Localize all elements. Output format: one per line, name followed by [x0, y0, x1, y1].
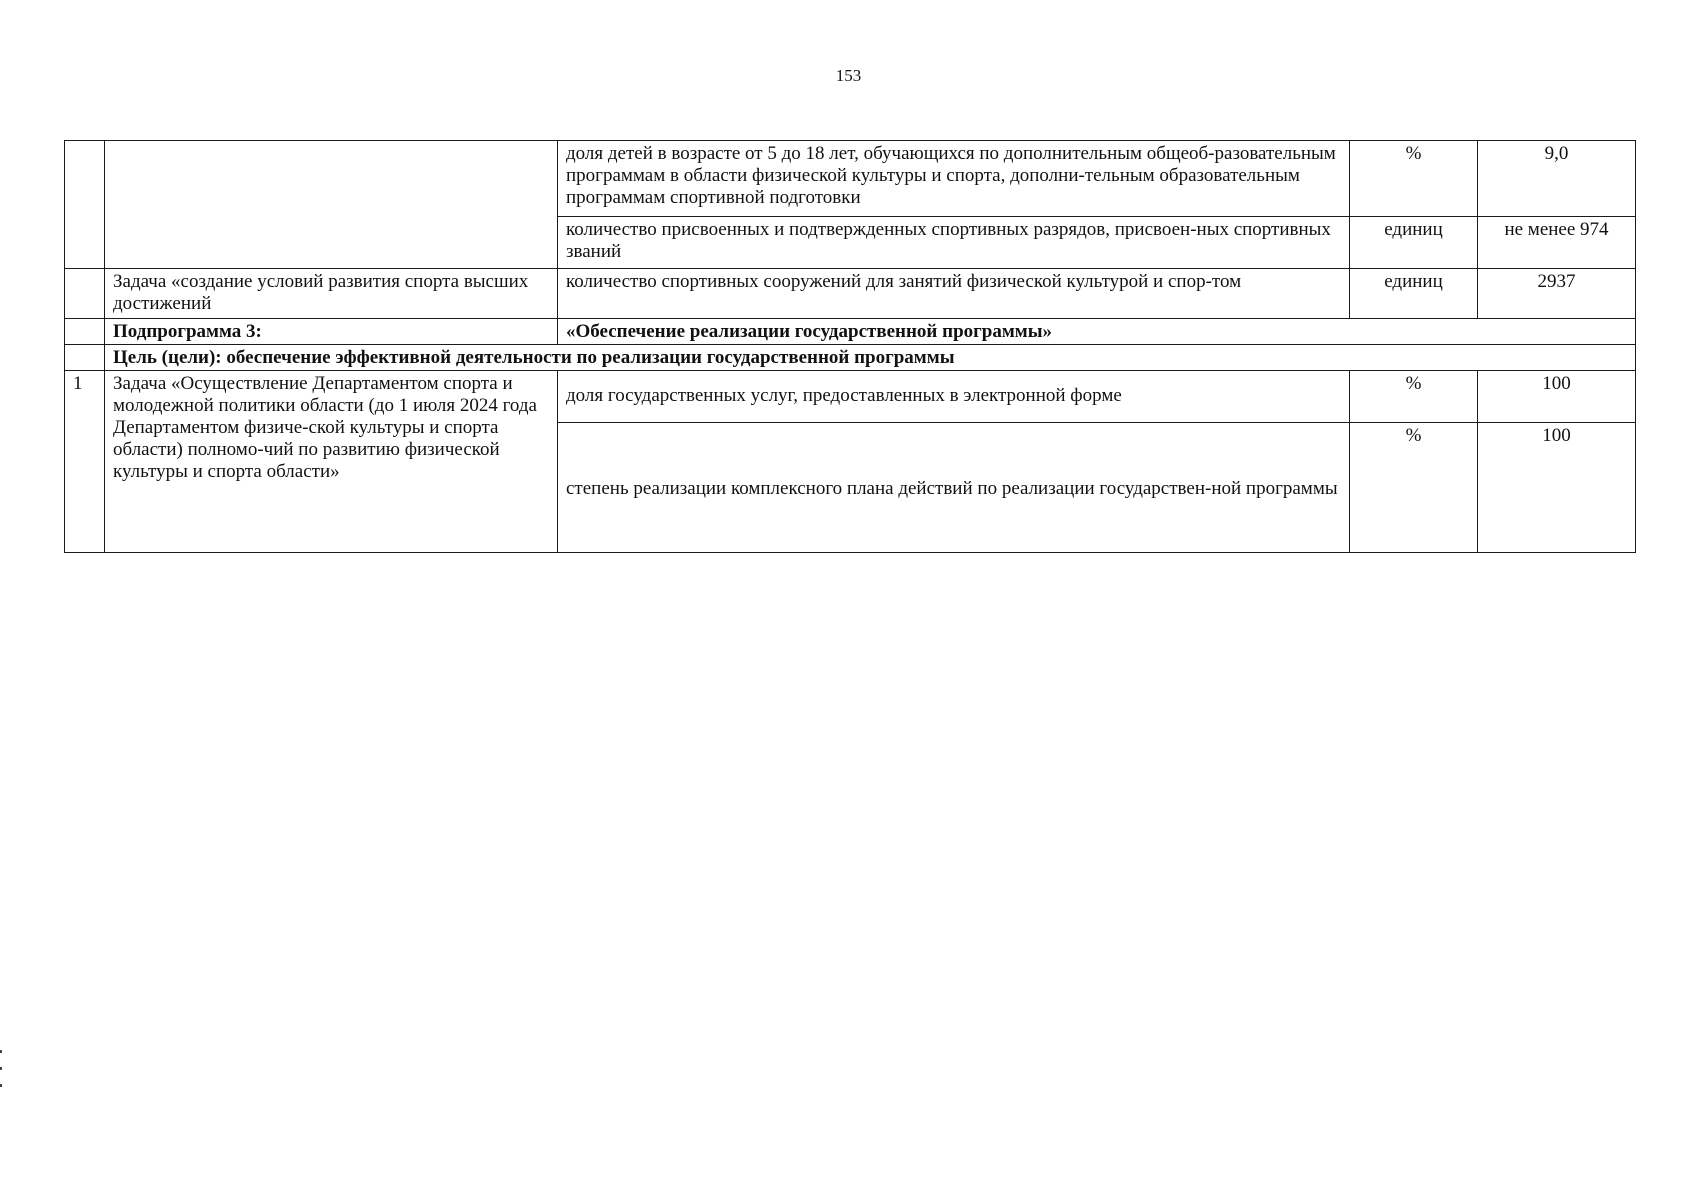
- empty-cell: [65, 345, 105, 371]
- table-row: [65, 371, 1636, 423]
- goal-heading: Цель (цели): обеспечение эффективной деятельности по реализации государственной программы: [105, 345, 1636, 371]
- unit-cell: %: [1350, 371, 1478, 423]
- empty-cell: [105, 141, 558, 269]
- table-row: [65, 269, 1636, 319]
- task-cell: Задача «Осуществление Департаментом спорта и молодежной политики области (до 1 июля 2024 года Департаментом физиче-ской культуры и спорта области) полномо-чий по развитию физической культуры и спорта области»: [105, 371, 558, 553]
- subprogram-title: «Обеспечение реализации государственной программы»: [558, 319, 1636, 345]
- value-cell: 2937: [1478, 269, 1636, 319]
- value-cell: не менее 974: [1478, 217, 1636, 269]
- indicator-cell: степень реализации комплексного плана действий по реализации государствен-ной программы: [558, 423, 1350, 553]
- page-number: 153: [835, 66, 862, 85]
- scan-mark: [0, 1084, 2, 1087]
- table-row: [65, 319, 1636, 345]
- indicator-cell: доля детей в возрасте от 5 до 18 лет, обучающихся по дополнительным общеоб-разовательным программам в области физической культуры и спорта, дополни-тельным образовательным программам спортивной подготовки: [558, 141, 1350, 217]
- scan-edge-marks: [0, 1050, 3, 1110]
- unit-cell: единиц: [1350, 217, 1478, 269]
- unit-cell: %: [1350, 423, 1478, 553]
- indicator-cell: доля государственных услуг, предоставленных в электронной форме: [558, 371, 1350, 423]
- value-cell: 9,0: [1478, 141, 1636, 217]
- value-cell: 100: [1478, 371, 1636, 423]
- scan-mark: [0, 1067, 2, 1070]
- indicators-table: [64, 140, 1636, 553]
- table-row: [65, 141, 1636, 217]
- indicator-cell: количество спортивных сооружений для занятий физической культурой и спор-том: [558, 269, 1350, 319]
- empty-cell: [65, 269, 105, 319]
- scan-mark: [0, 1050, 2, 1053]
- row-number-cell: 1: [65, 371, 105, 553]
- task-cell: Задача «создание условий развития спорта высших достижений: [105, 269, 558, 319]
- indicator-cell: количество присвоенных и подтвержденных спортивных разрядов, присвоен-ных спортивных званий: [558, 217, 1350, 269]
- empty-cell: [65, 141, 105, 269]
- subprogram-label: Подпрограмма 3:: [105, 319, 558, 345]
- table-row: [65, 345, 1636, 371]
- empty-cell: [65, 319, 105, 345]
- unit-cell: единиц: [1350, 269, 1478, 319]
- unit-cell: %: [1350, 141, 1478, 217]
- value-cell: 100: [1478, 423, 1636, 553]
